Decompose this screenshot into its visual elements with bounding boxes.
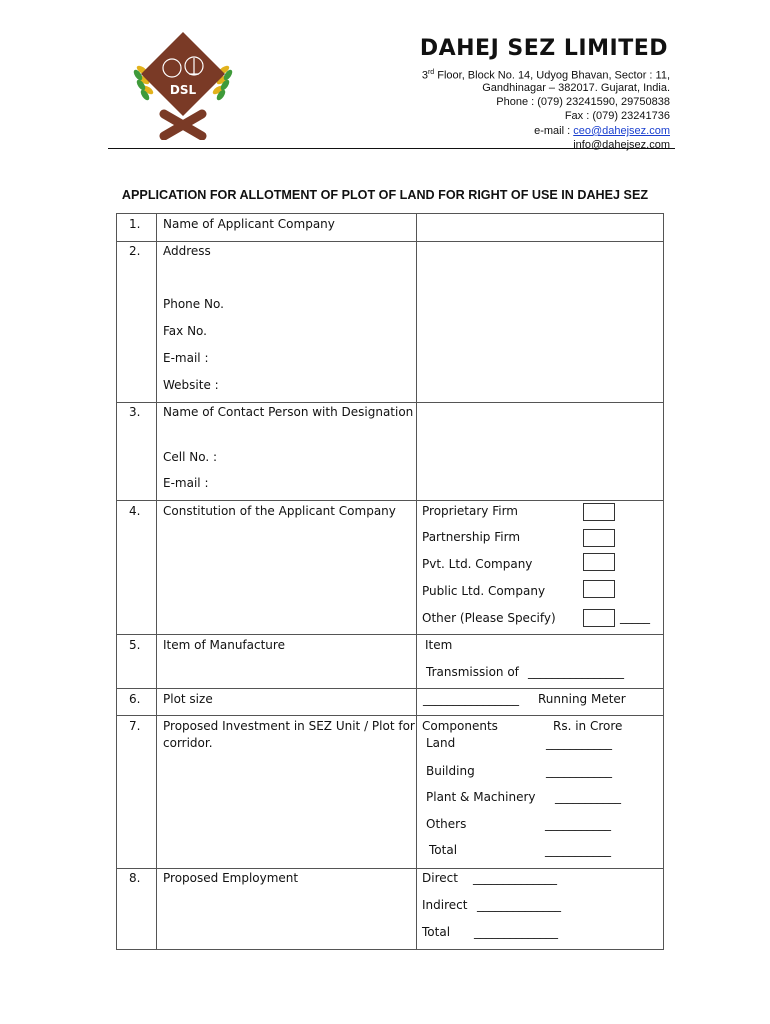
row-3-label: Name of Contact Person with Designation: [163, 405, 414, 419]
email-line: e-mail : ceo@dahejsez.com: [534, 125, 670, 137]
land-blank[interactable]: ___________: [546, 736, 612, 750]
contact-email-label: E-mail :: [163, 476, 209, 490]
dsl-logo: [128, 28, 238, 140]
components-header: Components: [422, 719, 498, 733]
direct-blank[interactable]: ______________: [473, 871, 557, 885]
form-title: APPLICATION FOR ALLOTMENT OF PLOT OF LAND FOR RIGHT OF USE IN DAHEJ SEZ: [121, 188, 649, 202]
row-8-number: 8.: [129, 871, 141, 885]
checkbox-other[interactable]: [583, 609, 615, 627]
row-6-number: 6.: [129, 692, 141, 706]
fax-no-label: Fax No.: [163, 324, 207, 338]
others-blank[interactable]: ___________: [545, 817, 611, 831]
running-meter-label: Running Meter: [538, 692, 626, 706]
address-line-1: 3rd Floor, Block No. 14, Udyog Bhavan, Sector : 11,: [421, 69, 670, 82]
transmission-blank[interactable]: ________________: [528, 665, 624, 679]
checkbox-public-ltd[interactable]: [583, 580, 615, 598]
rs-crore-header: Rs. in Crore: [553, 719, 623, 733]
address-line-2: Gandhinagar – 382017. Gujarat, India.: [482, 82, 670, 94]
row-3-number: 3.: [129, 405, 141, 419]
checkbox-partnership[interactable]: [583, 529, 615, 547]
plant-machinery-label: Plant & Machinery: [426, 790, 536, 804]
row-5-number: 5.: [129, 638, 141, 652]
plot-size-blank[interactable]: ________________: [423, 692, 519, 706]
row-1-label: Name of Applicant Company: [163, 217, 335, 231]
email-link[interactable]: ceo@dahejsez.com: [573, 125, 670, 137]
option-partnership: Partnership Firm: [422, 530, 521, 544]
row-4-number: 4.: [129, 504, 141, 518]
indirect-label: Indirect: [422, 898, 468, 912]
row-2-label: Address: [163, 244, 211, 258]
checkbox-pvt-ltd[interactable]: [583, 553, 615, 571]
fax-line: Fax : (079) 23241736: [564, 110, 670, 122]
others-label: Others: [426, 817, 467, 831]
logo-text: DSL: [169, 83, 197, 97]
building-label: Building: [426, 764, 475, 778]
row-5-label: Item of Manufacture: [163, 638, 285, 652]
phone-line: Phone : (079) 23241590, 29750838: [496, 96, 670, 108]
row-4-label: Constitution of the Applicant Company: [163, 504, 396, 518]
building-blank[interactable]: ___________: [546, 764, 612, 778]
row-6-label: Plot size: [163, 692, 213, 706]
employment-total-label: Total: [422, 925, 451, 939]
row-1-number: 1.: [129, 217, 141, 231]
other-specify-blank[interactable]: _____: [620, 610, 650, 624]
plant-machinery-blank[interactable]: ___________: [555, 790, 621, 804]
row-2-number: 2.: [129, 244, 141, 258]
cell-no-label: Cell No. :: [163, 450, 218, 464]
website-label: Website :: [163, 378, 219, 392]
employment-total-blank[interactable]: ______________: [474, 925, 558, 939]
option-pvt-ltd: Pvt. Ltd. Company: [422, 557, 533, 571]
company-name: DAHEJ SEZ LIMITED: [419, 36, 668, 61]
option-public-ltd: Public Ltd. Company: [422, 584, 546, 598]
item-label: Item: [425, 638, 453, 652]
row-7-number: 7.: [129, 719, 141, 733]
email-line-2: info@dahejsez.com: [573, 139, 670, 151]
header-divider: [108, 148, 675, 149]
checkbox-proprietary[interactable]: [583, 503, 615, 521]
indirect-blank[interactable]: ______________: [477, 898, 561, 912]
option-proprietary: Proprietary Firm: [422, 504, 518, 518]
direct-label: Direct: [422, 871, 458, 885]
transmission-label: Transmission of: [426, 665, 519, 679]
email-label: E-mail :: [163, 351, 209, 365]
investment-total-label: Total: [429, 843, 458, 857]
row-7-label-line-2: corridor.: [163, 736, 213, 750]
investment-total-blank[interactable]: ___________: [545, 843, 611, 857]
option-other: Other (Please Specify): [422, 611, 556, 625]
row-7-label-line-1: Proposed Investment in SEZ Unit / Plot for: [163, 719, 415, 733]
phone-no-label: Phone No.: [163, 297, 224, 311]
land-label: Land: [426, 736, 456, 750]
row-8-label: Proposed Employment: [163, 871, 299, 885]
